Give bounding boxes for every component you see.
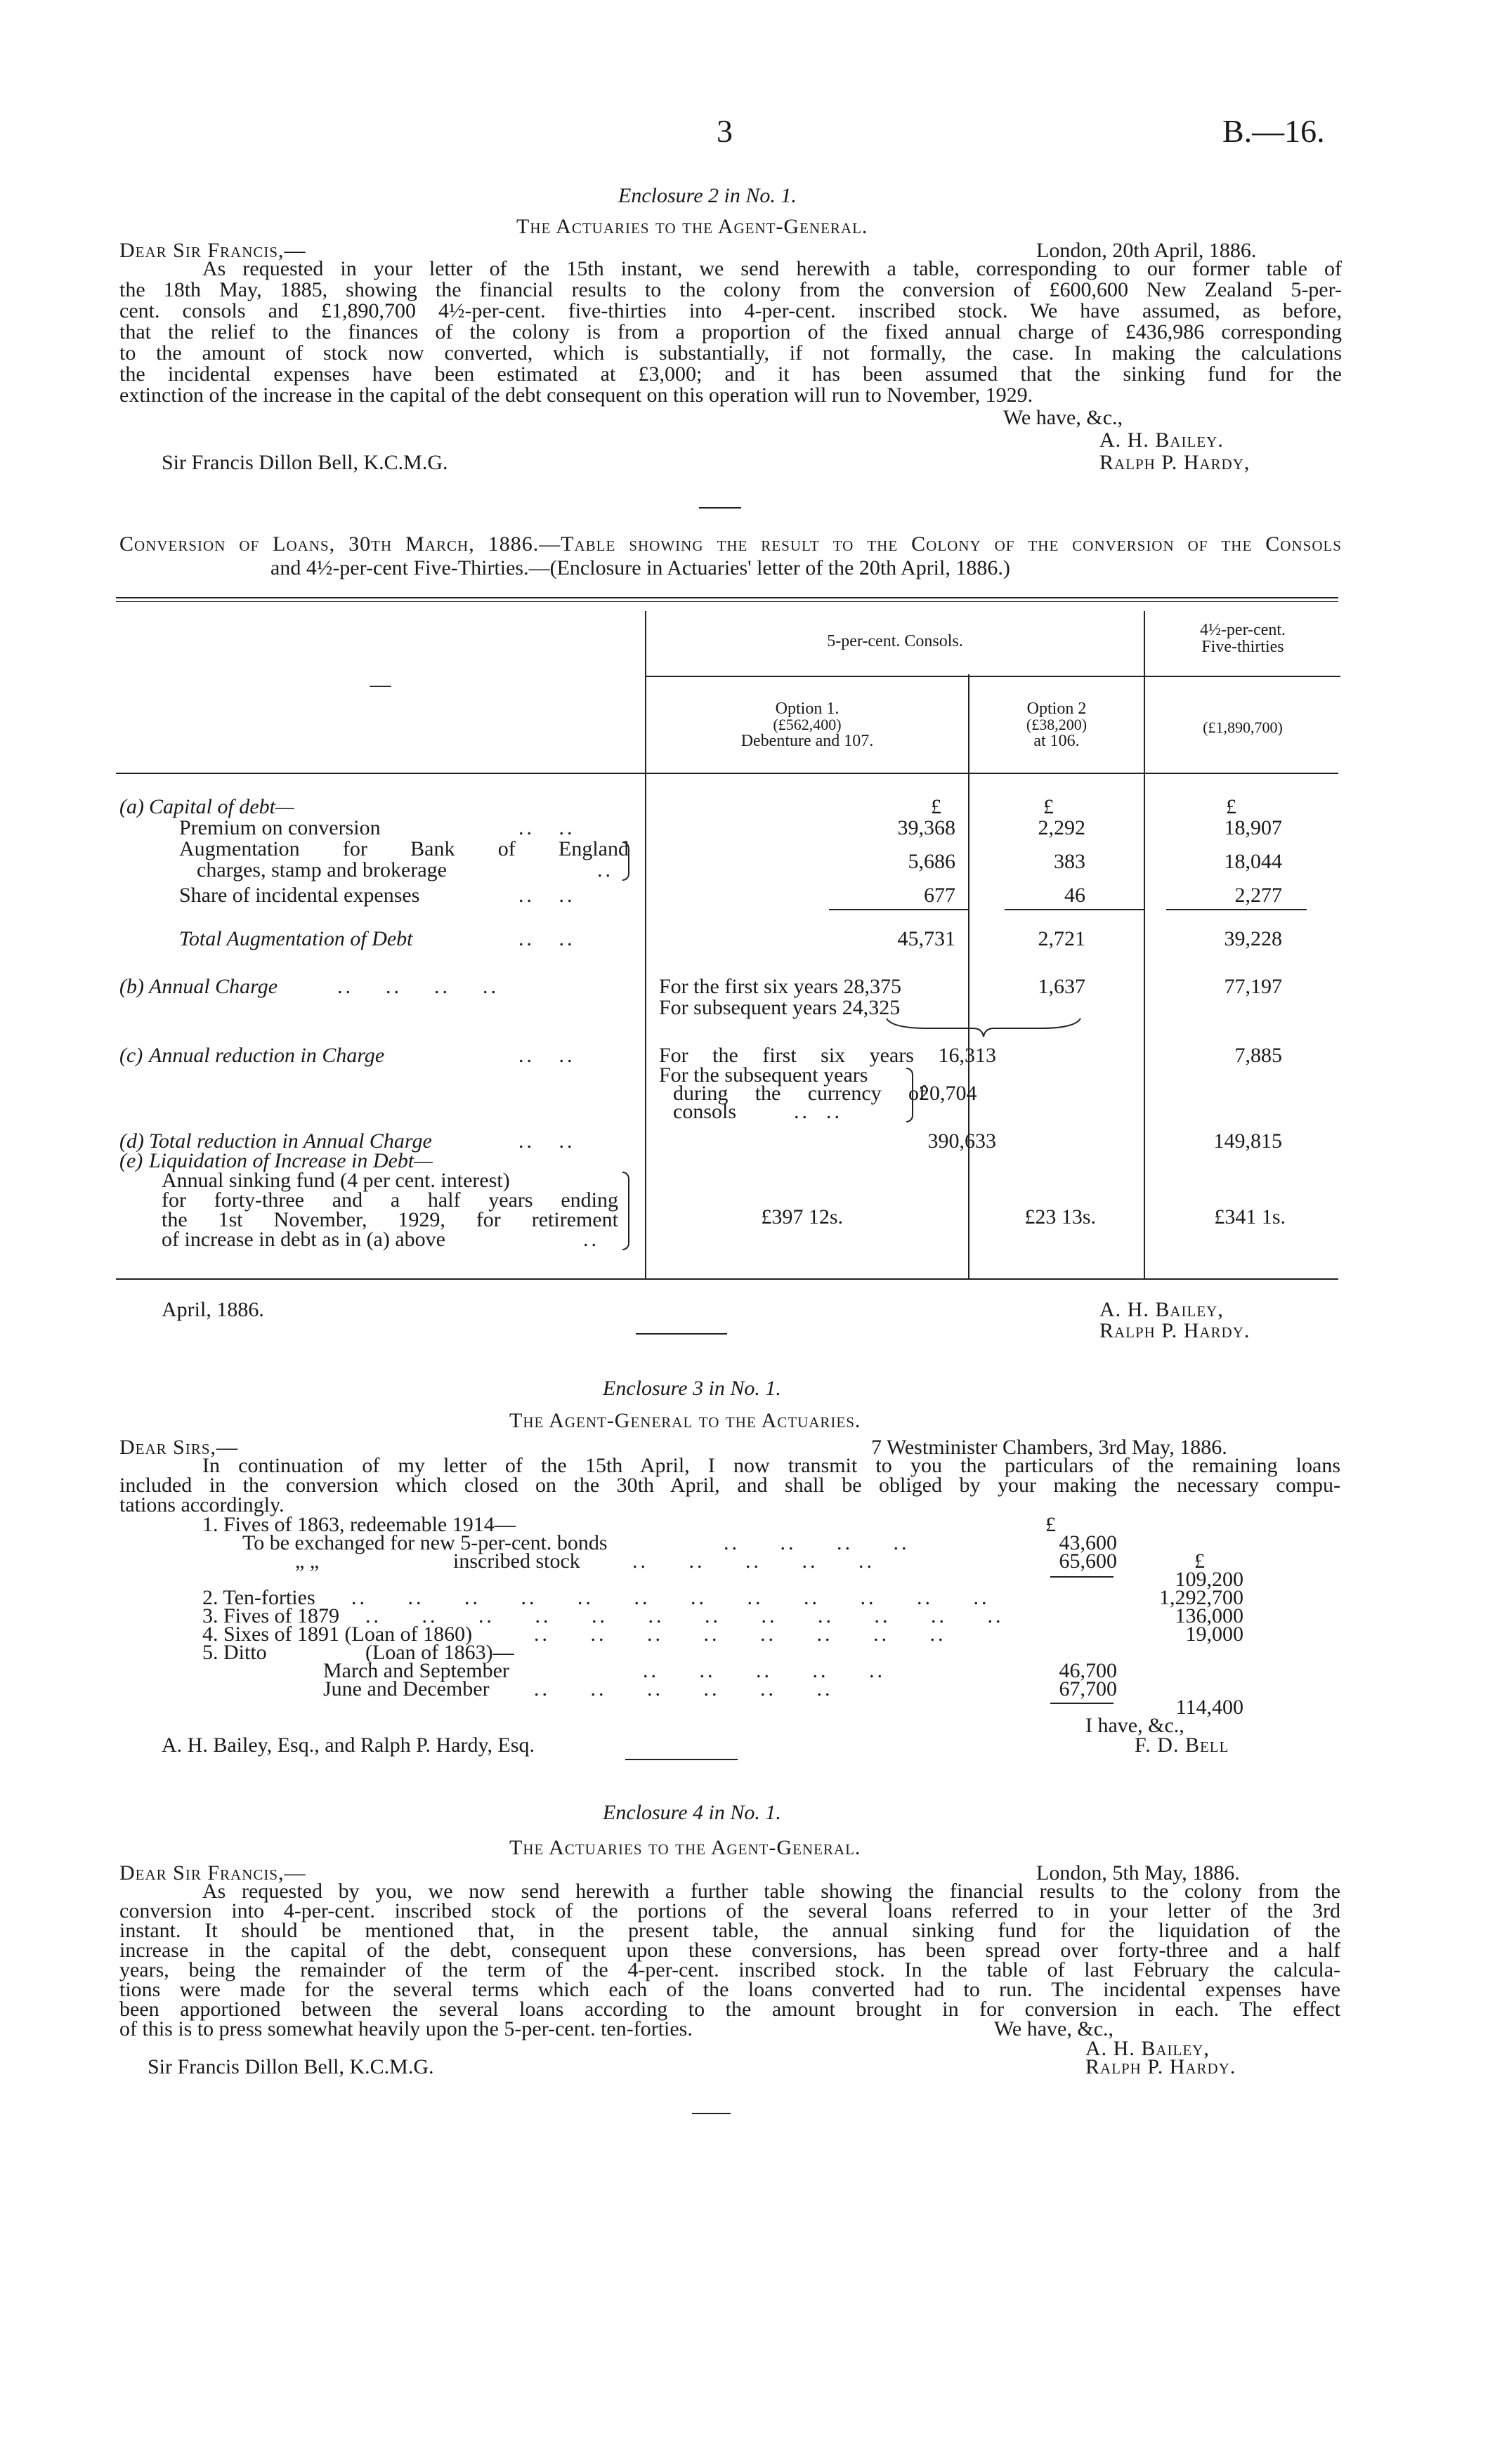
leader-dots: ..	[583, 1228, 599, 1251]
brace	[622, 1172, 629, 1250]
document-code: B.—16.	[1222, 113, 1325, 149]
unit-option-1: £	[931, 795, 941, 818]
leader-dots: .. .. .. ..	[337, 975, 499, 998]
body-line: of this is to press somewhat heavily upon the 5-per-cent. ten-forties.	[119, 2017, 693, 2040]
list-item: March and September	[323, 1659, 509, 1682]
section-divider	[625, 1759, 738, 1760]
total-augmentation-option-1: 45,731	[897, 927, 955, 950]
option-1-amount: (£562,400)	[773, 716, 842, 733]
fives-total: 109,200	[1175, 1568, 1243, 1591]
unit-label: £	[1045, 1513, 1056, 1536]
total-augmentation-option-2: 2,721	[1038, 927, 1085, 950]
leader-dots: .. ..	[518, 1129, 575, 1153]
enclosure-2-caption: Enclosure 2 in No. 1.	[618, 184, 797, 207]
table-rule-top-2	[116, 601, 1338, 602]
table-rule-top	[116, 597, 1338, 598]
brace	[622, 841, 629, 881]
premium-option-1: 39,368	[897, 816, 955, 839]
brace	[906, 1068, 913, 1122]
list-item: (Loan of 1863)—	[365, 1641, 514, 1664]
list-item: 4. Sixes of 1891 (Loan of 1860)	[202, 1623, 473, 1646]
enclosure-3-salutation: Dear Sirs,—	[119, 1436, 239, 1459]
list-item: To be exchanged for new 5-per-cent. bonds	[242, 1531, 608, 1554]
leader-dots: ..	[597, 858, 613, 882]
premium-label: Premium on conversion	[179, 816, 381, 839]
list-item: 1. Fives of 1863, redeemable 1914—	[202, 1513, 516, 1536]
body-line: increase in the capital of the debt, consequent upon these conversions, has been spread over forty-three and a half	[119, 1939, 1340, 1962]
annual-charge-subsequent-years: For subsequent years 24,325	[659, 996, 901, 1019]
enclosure-4-subtitle: The Actuaries to the Agent-General.	[509, 1836, 861, 1859]
column-3-header-line-2: Five-thirties	[1201, 638, 1284, 656]
enclosure-2-salutation: Dear Sir Francis,—	[119, 239, 306, 262]
enclosure-2-closing: We have, &c.,	[1003, 406, 1123, 429]
row-b-label: (b)	[119, 975, 144, 998]
row-c-label: (c)	[119, 1044, 143, 1067]
unit-label: £	[1194, 1549, 1205, 1573]
enclosure-2-signer-1: A. H. Bailey.	[1099, 428, 1224, 452]
share-label: Share of incidental expenses	[179, 884, 420, 907]
table-signer-2: Ralph P. Hardy.	[1099, 1319, 1250, 1342]
row-e-title: Liquidation of Increase in Debt—	[149, 1149, 433, 1172]
annual-charge-column-3: 77,197	[1224, 975, 1282, 998]
leader-dots: .. .. .. .. .. ..	[534, 1677, 833, 1700]
brace-under-icon	[885, 1017, 1082, 1038]
list-item: 2. Ten-forties	[202, 1586, 315, 1609]
body-line: extinction of the increase in the capital of the debt consequent on this operation will run to November, 1929.	[119, 384, 1033, 407]
fives-1879-value: 136,000	[1175, 1604, 1243, 1627]
share-option-1: 677	[924, 884, 955, 907]
body-line: tions were made for the several terms which each of the loans converted had to run. The incidental expenses have	[119, 1978, 1340, 2001]
inscribed-stock-value: 65,600	[1059, 1549, 1117, 1573]
leader-dots: .. .. .. ..	[724, 1531, 910, 1554]
table-title: Conversion of Loans, 30th March, 1886.—Table showing the result to the Colony of the conversion of the Consols	[119, 532, 1342, 556]
option-2-amount: (£38,200)	[1026, 716, 1088, 733]
row-b-title: Annual Charge	[149, 975, 278, 998]
enclosure-4-caption: Enclosure 4 in No. 1.	[603, 1801, 781, 1824]
augmentation-column-3: 18,044	[1224, 850, 1282, 873]
body-line: In continuation of my letter of the 15th April, I now transmit to you the particulars of the remaining loans	[202, 1454, 1340, 1477]
leader-dots: .. .. .. .. ..	[643, 1659, 885, 1682]
column-3-amount: (£1,890,700)	[1203, 719, 1283, 736]
section-divider	[699, 507, 741, 509]
leader-dots: .. .. .. .. .. .. .. ..	[534, 1623, 946, 1646]
sum-rule	[1050, 1576, 1114, 1578]
section-divider	[636, 1333, 727, 1335]
sinking-fund-line-1: Annual sinking fund (4 per cent. interest)	[162, 1169, 510, 1192]
body-line: years, being the remainder of the term of the 4-per-cent. inscribed stock. In the table of last February the calcula-	[119, 1958, 1340, 1981]
option-2-terms: at 106.	[1033, 732, 1080, 750]
enclosure-2-signer-2: Ralph P. Hardy,	[1099, 451, 1250, 474]
list-item: June and December	[323, 1677, 490, 1700]
sum-rule	[829, 909, 968, 910]
body-line: As requested in your letter of the 15th instant, we send herewith a table, corresponding to our former table of	[202, 257, 1342, 280]
enclosure-4-signer-1: A. H. Bailey,	[1085, 2037, 1210, 2060]
ten-forties-value: 1,292,700	[1159, 1586, 1243, 1609]
option-2-header: Option 2	[1026, 700, 1087, 718]
total-reduction-value: 390,633	[927, 1129, 996, 1153]
enclosure-3-subtitle: The Agent-General to the Actuaries.	[509, 1409, 861, 1432]
sinking-fund-option-2: £23 13s.	[1024, 1205, 1096, 1228]
enclosure-3-addressee: A. H. Bailey, Esq., and Ralph P. Hardy, Esq.	[162, 1734, 535, 1757]
exchange-bonds-value: 43,600	[1059, 1531, 1117, 1554]
body-line: the 18th May, 1885, showing the financial results to the colony from the conversion of £600,600 New Zealand 5-per-	[119, 278, 1342, 301]
enclosure-4-closing: We have, &c.,	[994, 2017, 1114, 2040]
reduction-subsequent-2: during the currency of	[673, 1082, 926, 1105]
share-column-3: 2,277	[1234, 884, 1282, 907]
unit-option-2: £	[1043, 795, 1054, 818]
body-line: conversion into 4-per-cent. inscribed stock of the portions of the several loans referred to in your letter of the 3rd	[119, 1899, 1340, 1922]
option-1-terms: Debenture and 107.	[740, 732, 874, 750]
column-group-header: 5-per-cent. Consols.	[827, 632, 963, 650]
enclosure-2-subtitle: The Actuaries to the Agent-General.	[516, 215, 868, 238]
enclosure-3-closing: I have, &c.,	[1085, 1714, 1184, 1737]
body-line: that the relief to the finances of the colony is from a proportion of the fixed annual charge of £436,986 corresponding	[119, 320, 1342, 343]
list-item: inscribed stock	[453, 1549, 580, 1573]
total-augmentation-column-3: 39,228	[1224, 927, 1282, 950]
annual-charge-option-2: 1,637	[1038, 975, 1085, 998]
table-date: April, 1886.	[162, 1298, 264, 1321]
augmentation-label-2: charges, stamp and brokerage	[197, 858, 447, 882]
column-rule	[968, 674, 969, 1278]
sinking-fund-column-3: £341 1s.	[1214, 1205, 1286, 1228]
column-rule	[1144, 611, 1145, 1278]
sum-rule	[1166, 909, 1307, 910]
stub-header-dash: —	[370, 673, 391, 696]
ditto-marks: „ „	[295, 1549, 320, 1573]
row-d-label: (d)	[119, 1129, 144, 1153]
sixes-1891-value: 19,000	[1185, 1623, 1243, 1646]
reduction-subsequent-value: 20,704	[919, 1082, 977, 1105]
june-december-value: 67,700	[1059, 1677, 1117, 1700]
body-line: tations accordingly.	[119, 1493, 285, 1516]
total-reduction-column-3: 149,815	[1213, 1129, 1282, 1153]
leader-dots: .. .. .. .. ..	[632, 1549, 875, 1573]
header-rule	[645, 676, 1340, 677]
leader-dots: .. ..	[518, 884, 575, 907]
total-augmentation-label: Total Augmentation of Debt	[179, 927, 413, 950]
enclosure-4-addressee: Sir Francis Dillon Bell, K.C.M.G.	[148, 2055, 434, 2078]
header-rule	[116, 773, 1338, 774]
leader-dots: .. .. .. .. .. .. .. .. .. .. .. ..	[365, 1604, 1004, 1627]
table-signer-1: A. H. Bailey,	[1099, 1298, 1224, 1321]
row-e-label: (e)	[119, 1149, 143, 1172]
augmentation-option-1: 5,686	[908, 850, 955, 873]
leader-dots: .. ..	[794, 1100, 842, 1123]
premium-option-2: 2,292	[1038, 816, 1085, 839]
enclosure-2-place-date: London, 20th April, 1886.	[1036, 239, 1257, 262]
sum-rule	[1050, 1703, 1114, 1704]
list-item: 5. Ditto	[202, 1641, 267, 1664]
row-c-title: Annual reduction in Charge	[149, 1044, 385, 1067]
list-item: 3. Fives of 1879	[202, 1604, 339, 1627]
option-1-header: Option 1.	[775, 700, 840, 718]
enclosure-4-signer-2: Ralph P. Hardy.	[1085, 2055, 1236, 2078]
sum-rule	[1005, 909, 1144, 910]
enclosure-4-salutation: Dear Sir Francis,—	[119, 1861, 306, 1885]
sinking-fund-line-4: of increase in debt as in (a) above	[162, 1228, 445, 1251]
sinking-fund-line-3: the 1st November, 1929, for retirement	[162, 1208, 618, 1231]
row-a-label: (a)	[119, 795, 144, 818]
leader-dots: .. ..	[518, 816, 575, 839]
section-divider	[692, 2113, 731, 2114]
augmentation-label-1: Augmentation for Bank of England	[179, 837, 629, 860]
row-d-title: Total reduction in Annual Charge	[149, 1129, 432, 1153]
leader-dots: .. .. .. .. .. .. .. .. .. .. .. ..	[351, 1586, 990, 1609]
body-line: included in the conversion which closed on the 30th April, and shall be obliged by your making the necessary compu-	[119, 1474, 1340, 1497]
unit-column-3: £	[1226, 795, 1236, 818]
enclosure-3-place-date: 7 Westminister Chambers, 3rd May, 1886.	[871, 1436, 1227, 1459]
body-line: cent. consols and £1,890,700 4½-per-cent. five-thirties into 4-per-cent. inscribed stock. We have assumed, as before,	[119, 299, 1342, 322]
premium-column-3: 18,907	[1224, 816, 1282, 839]
march-september-value: 46,700	[1059, 1659, 1117, 1682]
augmentation-option-2: 383	[1054, 850, 1085, 873]
reduction-column-3: 7,885	[1234, 1044, 1282, 1067]
enclosure-3-caption: Enclosure 3 in No. 1.	[603, 1377, 781, 1400]
table-title-line-2: and 4½-per-cent Five-Thirties.—(Enclosure in Actuaries' letter of the 20th April, 1886.)	[270, 556, 1010, 579]
enclosure-4-place-date: London, 5th May, 1886.	[1036, 1861, 1240, 1885]
body-line: As requested by you, we now send herewith a further table showing the financial results to the colony from the	[202, 1880, 1340, 1903]
row-a-title: Capital of debt—	[149, 795, 294, 818]
enclosure-3-signer: F. D. Bell	[1135, 1734, 1229, 1757]
share-option-2: 46	[1064, 884, 1085, 907]
reduction-first-years: For the first six years 16,313	[659, 1044, 996, 1067]
page-number: 3	[717, 113, 733, 149]
sinking-fund-line-2: for forty-three and a half years ending	[162, 1188, 618, 1212]
body-line: the incidental expenses have been estimated at £3,000; and it has been assumed that the sinking fund for the	[119, 362, 1342, 386]
enclosure-2-addressee: Sir Francis Dillon Bell, K.C.M.G.	[162, 451, 448, 474]
column-3-header-line-1: 4½-per-cent.	[1199, 621, 1286, 639]
body-line: been apportioned between the several loans according to the amount brought in for conversion in each. The effect	[119, 1998, 1340, 2021]
body-line: instant. It should be mentioned that, in the present table, the annual sinking fund for the liquidation of the	[119, 1919, 1340, 1942]
body-line: to the amount of stock now converted, which is substantially, if not formally, the case. In making the calculations	[119, 341, 1342, 365]
reduction-subsequent-3: consols	[673, 1100, 736, 1123]
leader-dots: .. ..	[518, 1044, 575, 1067]
table-rule-bottom	[116, 1278, 1338, 1280]
leader-dots: .. ..	[518, 927, 575, 950]
annual-charge-first-years: For the first six years 28,375	[659, 975, 901, 998]
reduction-subsequent-1: For the subsequent years	[659, 1063, 868, 1087]
sinking-fund-option-1: £397 12s.	[761, 1205, 843, 1228]
ditto-total: 114,400	[1175, 1696, 1243, 1719]
